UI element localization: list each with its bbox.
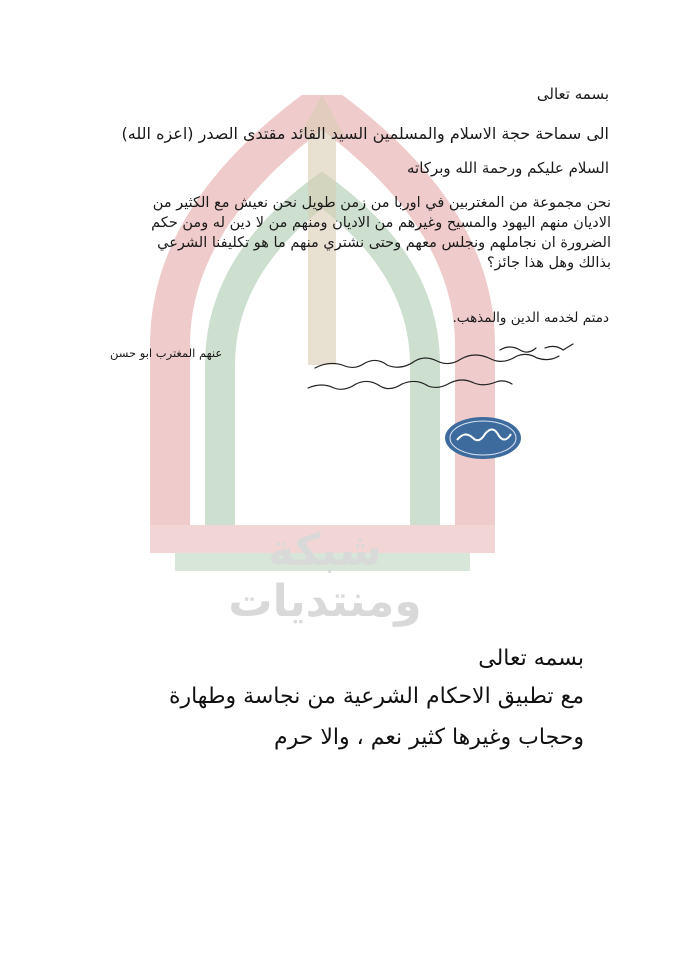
transcription-line-1: بسمه تعالى: [478, 646, 584, 671]
transcription-line-3: وحجاب وغيرها كثير نعم ، والا حرم: [273, 725, 584, 750]
letter-body: [111, 193, 611, 273]
letter-body-line: بذالك وهل هذا جائز؟: [486, 255, 611, 271]
transcription-line-2: مع تطبيق الاحكام الشرعية من نجاسة وطهارة: [168, 684, 584, 709]
letter-addressee: الى سماحة حجة الاسلام والمسلمين السيد القائد مقتدى الصدر (اعزه الله): [121, 124, 609, 143]
watermark-network-text: شبكة ومنتديات: [228, 525, 422, 627]
letter-closing: دمتم لخدمه الدين والمذهب.: [452, 310, 609, 326]
letter-basmala: بسمه تعالى: [536, 85, 609, 103]
letter-body-line: الضرورة ان نجاملهم ونجلس معهم وحتى نشتري منهم ما هو تكليفنا الشرعي: [157, 235, 611, 251]
letter-body-line: الاديان منهم اليهود والمسيح وغيرهم من الاديان ومنهم من لا دين له ومن حكم: [151, 215, 611, 231]
letter-greeting: السلام عليكم ورحمة الله وبركاته: [407, 159, 609, 177]
letter-body-line: نحن مجموعة من المغتربين في اوربا من زمن طويل نحن نعيش مع الكثير من: [152, 195, 611, 211]
seal-stamp: [443, 415, 523, 461]
letter-sender: عنهم المغترب ابو حسن: [110, 346, 223, 360]
handwritten-reply: [300, 338, 610, 410]
